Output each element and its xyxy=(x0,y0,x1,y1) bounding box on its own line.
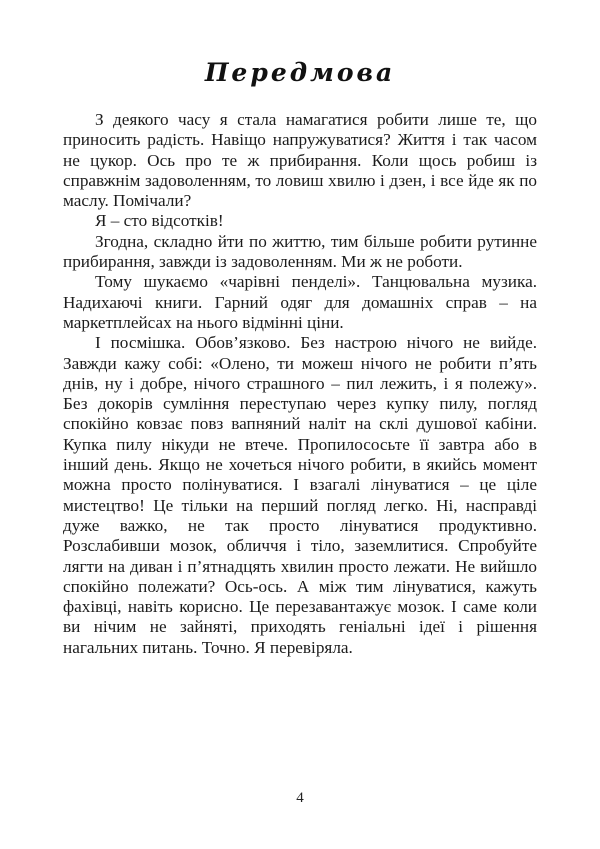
page-number: 4 xyxy=(296,790,304,806)
paragraph: Згодна, складно йти по життю, тим більше робити рутинне прибирання, завжди із задоволенням. Ми ж не роботи. xyxy=(63,231,537,272)
paragraph: Тому шукаємо «чарівні пенделі». Танцювальна музика. Надихаючі книги. Гарний одяг для домашніх справ – на маркетплейсах на нього відмінні ціни. xyxy=(63,272,537,332)
paragraph: З деякого часу я стала намагатися робити лише те, що приносить радість. Навіщо напружуватися? Життя і так часом не цукор. Ось про те ж прибирання. Коли щось робиш із справжнім задоволенням, то ловиш хвилю і дзен, і все йде як по маслу. Помічали? xyxy=(63,110,537,211)
body-text xyxy=(63,110,537,658)
chapter-title: Передмова xyxy=(204,58,396,87)
paragraph: І посмішка. Обов’язково. Без настрою нічого не вийде. Завжди кажу собі: «Олено, ти можеш нічого не робити п’ять днів, ну і добре, нічого страшного – пил лежить, і я полежу». Без докорів сумління переступаю через купку пилу, погляд спокійно ковзає повз вапняний наліт на склі душової кабіни. Купка пилу нікуди не втече. Пропилососьте її завтра або в інший день. Якщо не хочеться нічого робити, в якийсь момент можна просто полінуватися. І взагалі лінуватися – це ціле мистецтво! Це тільки на перший погляд легко. Ні, насправді дуже важко, не так просто лінуватися продуктивно. Розслабивши мозок, обличчя і тіло, заземлитися. Спробуйте лягти на диван і п’ятнадцять хвилин просто лежати. Не вийшло спокійно полежати? Ось-ось. А між тим лінуватися, кажуть фахівці, навіть корисно. Це перезавантажує мозок. І саме коли ви нічим не зайняті, приходять геніальні ідеї і рішення нагальних питань. Точно. Я перевіряла. xyxy=(63,333,537,657)
paragraph: Я – сто відсотків! xyxy=(95,211,224,231)
